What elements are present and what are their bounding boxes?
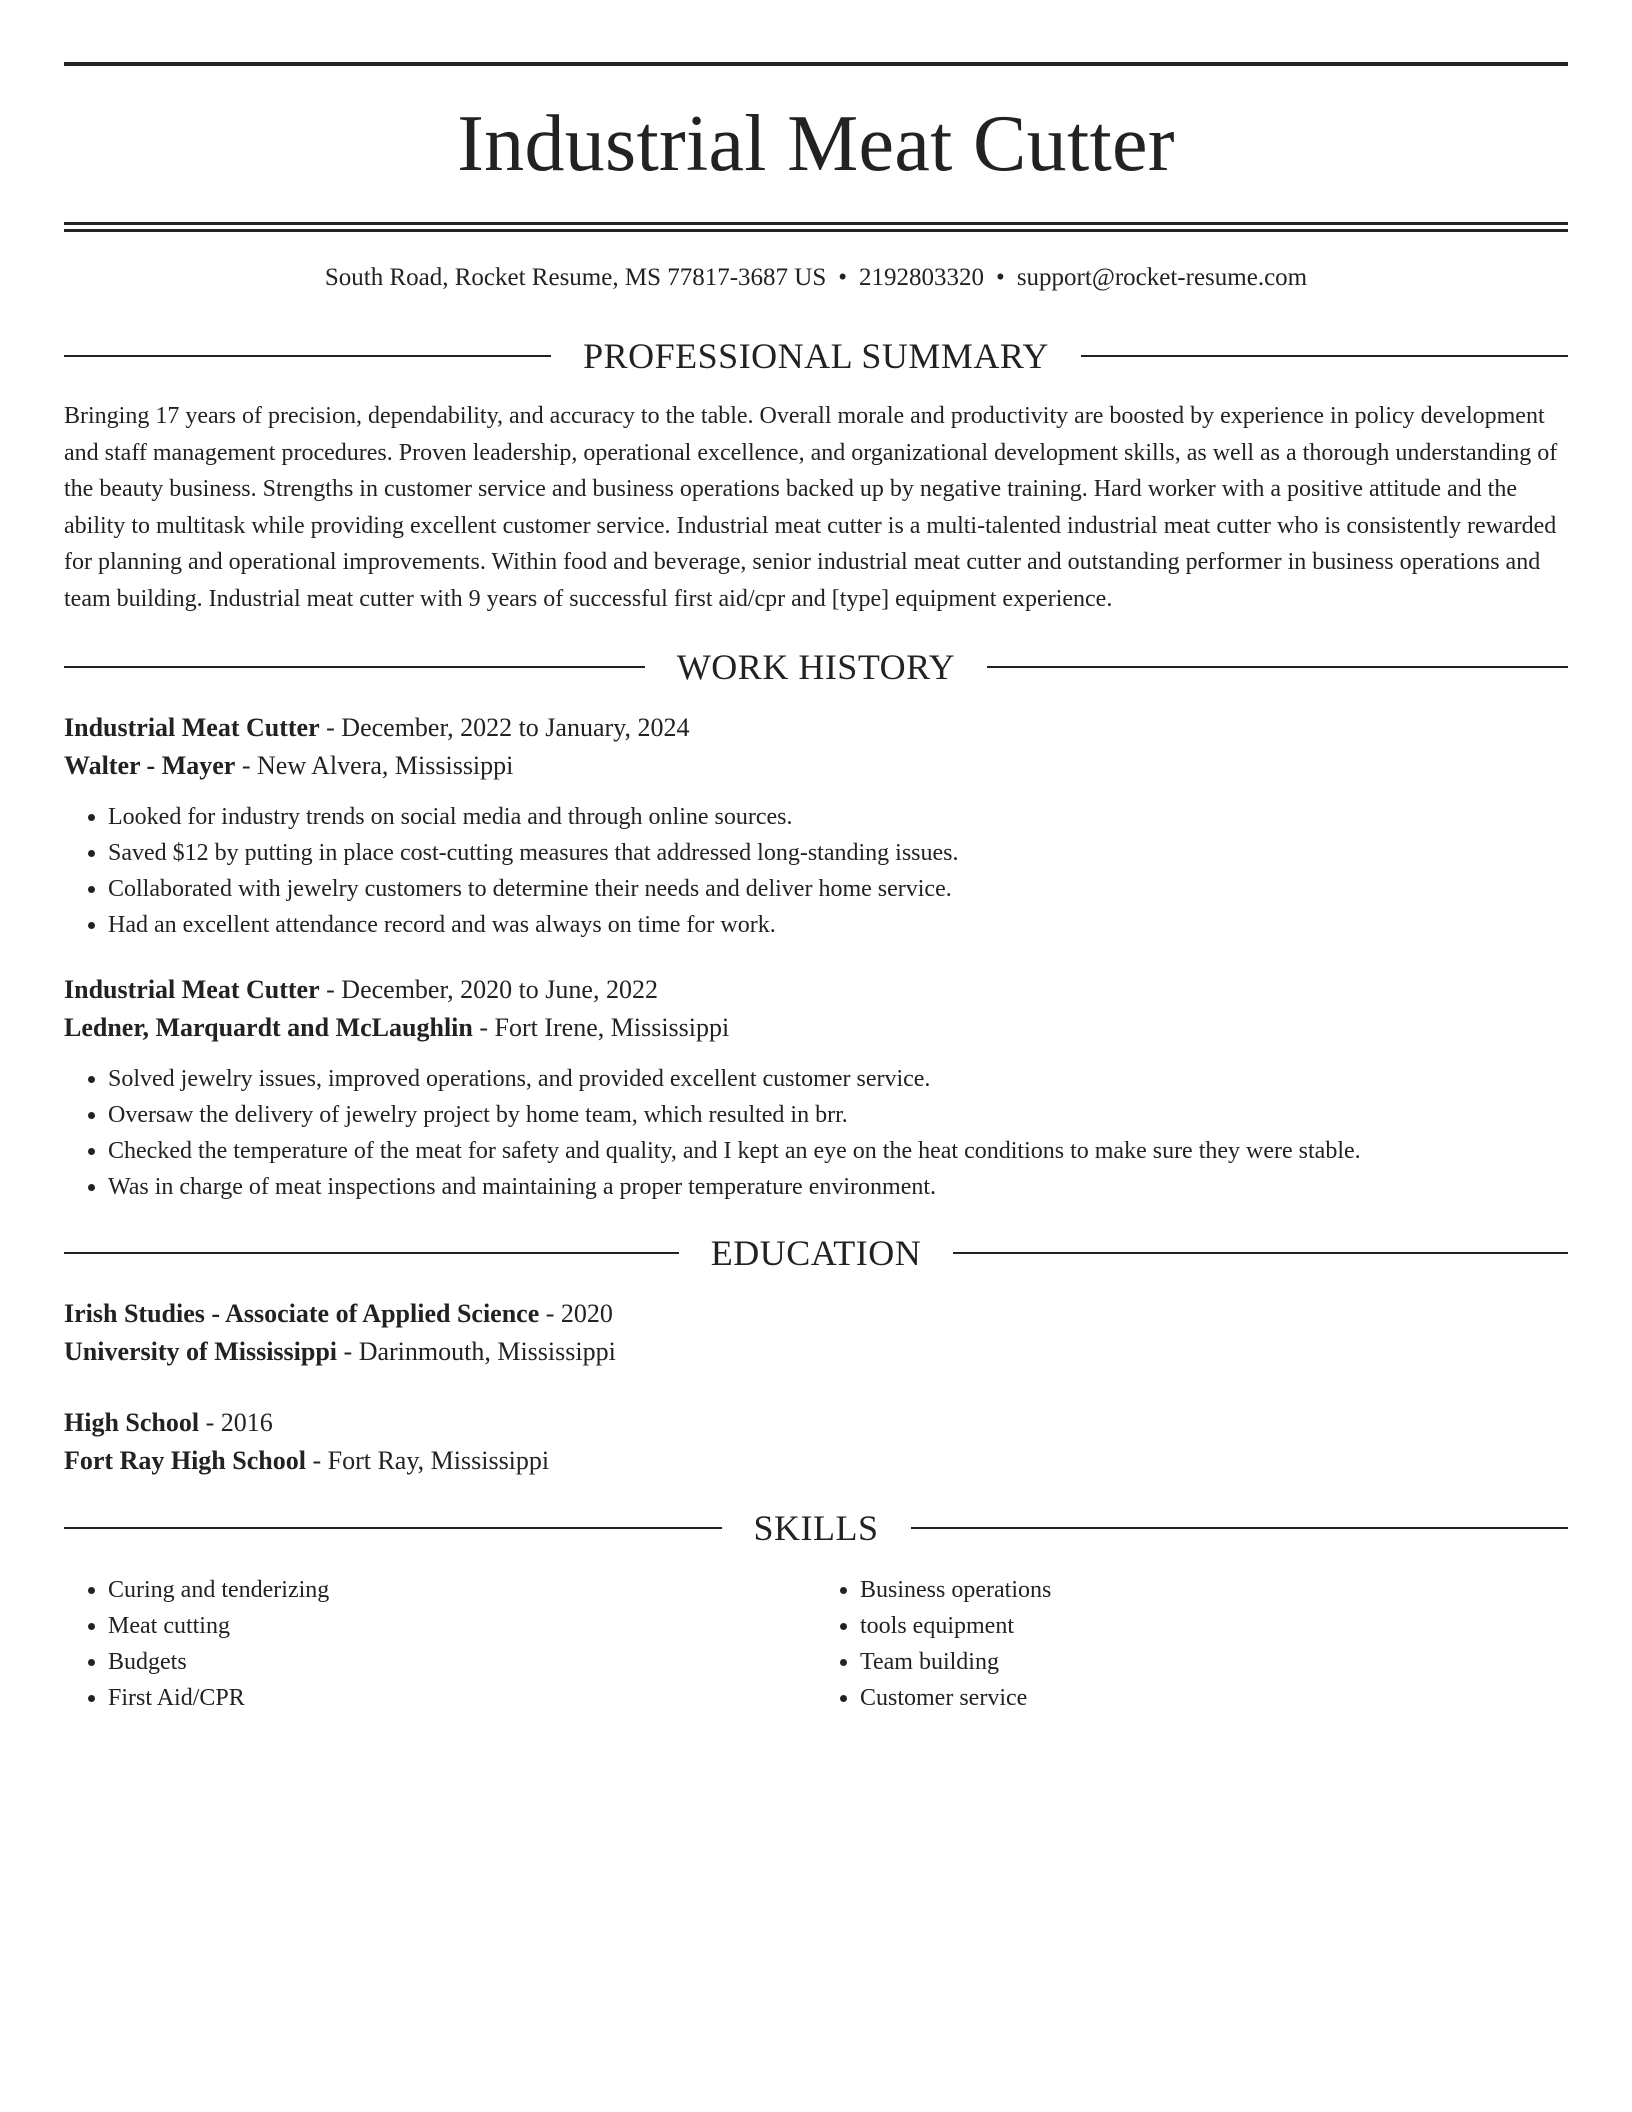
job-duties-list [64, 799, 1568, 943]
job-company: Walter - Mayer [64, 751, 236, 780]
job-duties-list [64, 1061, 1568, 1205]
education-degree-line [64, 1404, 1568, 1442]
skill-item: • tools equipment [860, 1608, 1568, 1644]
heading-rule [953, 1252, 1568, 1254]
education-year: - 2020 [539, 1299, 613, 1328]
education-degree: Irish Studies - Associate of Applied Science [64, 1299, 540, 1328]
heading-rule [64, 1527, 722, 1529]
skill-item: • Curing and tenderizing [108, 1572, 816, 1608]
skills-list-right [816, 1572, 1568, 1716]
job-title: Industrial Meat Cutter [64, 713, 320, 742]
education-school: Fort Ray High School [64, 1446, 306, 1475]
list-item: • Collaborated with jewelry customers to determine their needs and deliver home service. [108, 871, 1568, 907]
section-heading-education [64, 1231, 1568, 1275]
contact-line [64, 260, 1568, 296]
section-title: PROFESSIONAL SUMMARY [583, 336, 1049, 376]
list-item: • Solved jewelry issues, improved operations, and provided excellent customer service. [108, 1061, 1568, 1097]
skill-item: • Business operations [860, 1572, 1568, 1608]
section-title: EDUCATION [710, 1233, 922, 1273]
job-title-line [64, 971, 1568, 1009]
contact-email: support@rocket-resume.com [1016, 264, 1308, 291]
skill-item: • Budgets [108, 1644, 816, 1680]
education-location: - Fort Ray, Mississippi [305, 1446, 550, 1475]
job-dates: - December, 2022 to January, 2024 [319, 713, 690, 742]
contact-separator: • [838, 264, 848, 291]
education-degree-line [64, 1295, 1568, 1333]
section-title: WORK HISTORY [676, 647, 956, 687]
list-item: • Was in charge of meat inspections and maintaining a proper temperature environment. [108, 1169, 1568, 1205]
contact-separator: • [996, 264, 1005, 291]
heading-rule [1081, 355, 1568, 357]
list-item: • Had an excellent attendance record and was always on time for work. [108, 907, 1568, 943]
job-company-line [64, 747, 1568, 785]
list-item: • Saved $12 by putting in place cost-cutting measures that addressed long-standing issues. [108, 835, 1568, 871]
job-dates: - December, 2020 to June, 2022 [319, 975, 658, 1004]
skill-item: • Team building [860, 1644, 1568, 1680]
skills-columns [64, 1572, 1568, 1716]
skill-item: • Customer service [860, 1680, 1568, 1716]
skills-list-left [64, 1572, 816, 1716]
list-item: • Looked for industry trends on social media and through online sources. [108, 799, 1568, 835]
education-school: University of Mississippi [64, 1337, 338, 1366]
education-year: - 2016 [199, 1408, 273, 1437]
education-degree: High School [64, 1408, 200, 1437]
job-title-line [64, 709, 1568, 747]
skill-item: • Meat cutting [108, 1608, 816, 1644]
heading-rule [64, 1252, 679, 1254]
summary-text: Bringing 17 years of precision, dependability, and accuracy to the table. Overall morale and productivity are boosted by experience in policy development and staff management procedures. Proven leadership, operational excellence, and organizational development skills, as well as a thorough understanding of the beauty business. Strengths in customer service and business operations backed up by negative training. Hard worker with a positive attitude and the ability to multitask while providing excellent customer service. Industrial meat cutter is a multi-talented industrial meat cutter who is consistently rewarded for planning and operational improvements. Within food and beverage, senior industrial meat cutter and outstanding performer in business operations and team building. Industrial meat cutter with 9 years of successful first aid/cpr and [type] equipment experience. [64, 403, 1558, 612]
section-heading-summary [64, 334, 1568, 378]
skill-item: • First Aid/CPR [108, 1680, 816, 1716]
header-double-rule [64, 222, 1568, 232]
heading-rule [64, 355, 551, 357]
education-school-line [64, 1442, 1568, 1480]
education-location: - Darinmouth, Mississippi [337, 1337, 616, 1366]
section-title: SKILLS [753, 1508, 879, 1548]
job-company: Ledner, Marquardt and McLaughlin [64, 1013, 473, 1042]
heading-rule [64, 666, 645, 668]
header-top-rule [64, 62, 1568, 66]
contact-phone: 2192803320 [859, 264, 985, 291]
section-heading-skills [64, 1506, 1568, 1550]
job-entry [64, 709, 1568, 943]
heading-rule [987, 666, 1568, 668]
contact-address: South Road, Rocket Resume, MS 77817-3687 US [324, 264, 827, 291]
section-heading-work-history [64, 645, 1568, 689]
education-school-line [64, 1333, 1568, 1371]
heading-rule [911, 1527, 1569, 1529]
education-entry [64, 1404, 1568, 1480]
job-company-line [64, 1009, 1568, 1047]
job-location: - Fort Irene, Mississippi [472, 1013, 730, 1042]
job-location: - New Alvera, Mississippi [235, 751, 514, 780]
education-entry [64, 1295, 1568, 1371]
job-title: Industrial Meat Cutter [64, 975, 320, 1004]
list-item: • Checked the temperature of the meat for safety and quality, and I kept an eye on the heat conditions to make sure they were stable. [108, 1133, 1568, 1169]
job-entry [64, 971, 1568, 1205]
list-item: • Oversaw the delivery of jewelry project by home team, which resulted in brr. [108, 1097, 1568, 1133]
candidate-name: Industrial Meat Cutter [457, 100, 1175, 188]
